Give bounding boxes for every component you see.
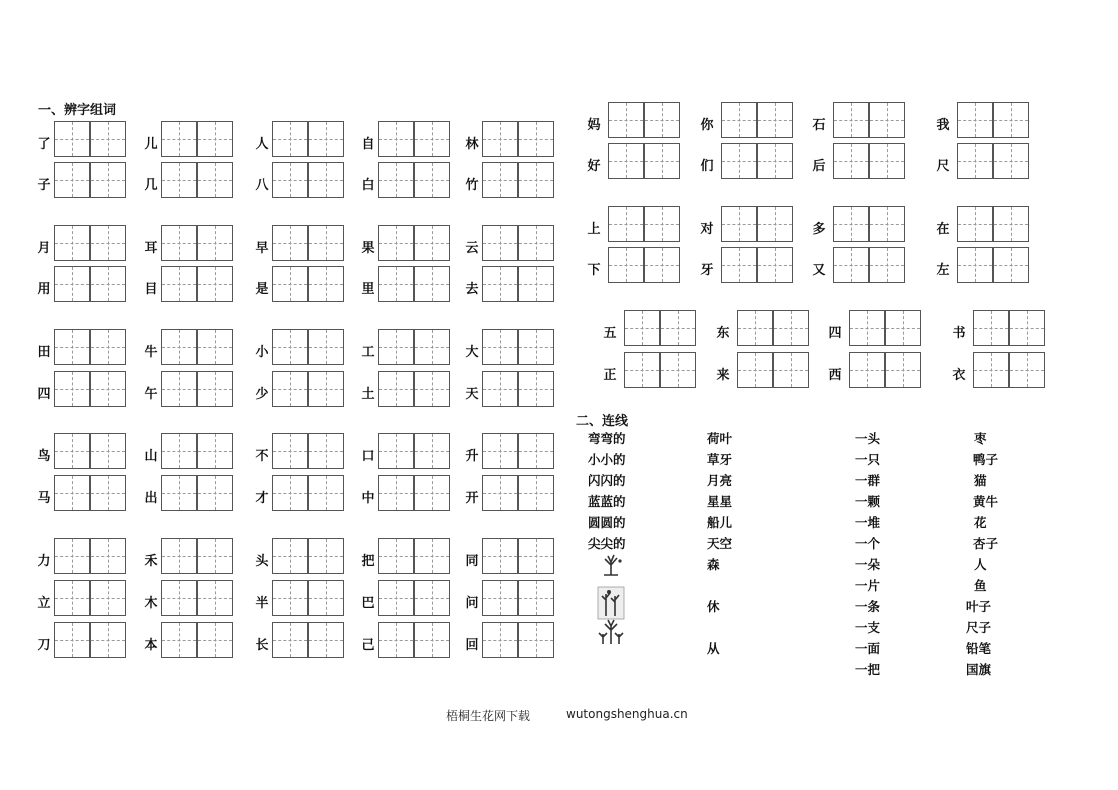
char-label: 云 xyxy=(465,241,479,256)
char-label: 是 xyxy=(255,282,269,297)
writing-box xyxy=(833,143,869,179)
writing-box xyxy=(378,580,414,616)
char-label: 书 xyxy=(952,326,966,341)
writing-box xyxy=(482,121,518,157)
writing-box xyxy=(161,580,197,616)
writing-box xyxy=(308,266,344,302)
char-label: 牛 xyxy=(144,345,158,360)
char-label: 林 xyxy=(465,137,479,152)
writing-box xyxy=(518,162,554,198)
char-label: 口 xyxy=(361,449,375,464)
writing-box xyxy=(624,352,660,388)
writing-box xyxy=(482,266,518,302)
writing-box xyxy=(518,475,554,511)
match-measure-word: 一头 xyxy=(855,431,881,446)
writing-box xyxy=(197,433,233,469)
writing-box xyxy=(378,329,414,365)
char-label: 同 xyxy=(465,554,479,569)
char-label: 们 xyxy=(700,159,714,174)
writing-box xyxy=(54,580,90,616)
char-label: 鸟 xyxy=(37,449,51,464)
writing-box xyxy=(272,580,308,616)
char-label: 八 xyxy=(255,178,269,193)
match-object: 国旗 xyxy=(966,662,992,677)
match-noun: 草牙 xyxy=(707,452,733,467)
writing-box xyxy=(869,206,905,242)
char-label: 在 xyxy=(936,222,950,237)
writing-box xyxy=(90,225,126,261)
char-label: 山 xyxy=(144,449,158,464)
writing-box xyxy=(161,162,197,198)
char-label: 多 xyxy=(812,222,826,237)
writing-box xyxy=(197,622,233,658)
writing-box xyxy=(518,266,554,302)
writing-box xyxy=(161,475,197,511)
match-object: 铅笔 xyxy=(966,641,992,656)
match-object: 枣 xyxy=(974,431,987,446)
char-label: 四 xyxy=(828,326,842,341)
char-label: 问 xyxy=(465,596,479,611)
writing-box xyxy=(518,371,554,407)
match-noun: 天空 xyxy=(707,536,733,551)
writing-box xyxy=(518,225,554,261)
writing-box xyxy=(957,143,993,179)
writing-box xyxy=(608,143,644,179)
match-object: 花 xyxy=(974,515,987,530)
char-label: 我 xyxy=(936,118,950,133)
match-object: 人 xyxy=(974,557,987,572)
writing-box xyxy=(161,538,197,574)
writing-box xyxy=(482,538,518,574)
match-noun: 荷叶 xyxy=(707,431,733,446)
writing-box xyxy=(272,329,308,365)
match-measure-word: 一堆 xyxy=(855,515,881,530)
writing-box xyxy=(993,102,1029,138)
match-noun: 从 xyxy=(707,641,720,656)
char-label: 巴 xyxy=(361,596,375,611)
writing-box xyxy=(272,162,308,198)
char-label: 小 xyxy=(255,345,269,360)
char-label: 用 xyxy=(37,282,51,297)
writing-box xyxy=(849,352,885,388)
writing-box xyxy=(644,206,680,242)
char-label: 天 xyxy=(465,387,479,402)
writing-box xyxy=(993,143,1029,179)
writing-box xyxy=(161,329,197,365)
writing-box xyxy=(773,352,809,388)
writing-box xyxy=(885,310,921,346)
writing-box xyxy=(308,580,344,616)
match-adjective: 弯弯的 xyxy=(588,431,626,446)
char-label: 长 xyxy=(255,638,269,653)
writing-box xyxy=(197,580,233,616)
char-label: 马 xyxy=(37,491,51,506)
writing-box xyxy=(378,225,414,261)
writing-box xyxy=(272,121,308,157)
section1-heading: 一、辨字组词 xyxy=(38,103,117,118)
writing-box xyxy=(161,225,197,261)
char-label: 出 xyxy=(144,491,158,506)
writing-box xyxy=(90,622,126,658)
match-noun: 休 xyxy=(707,599,720,614)
char-label: 力 xyxy=(37,554,51,569)
match-noun: 船儿 xyxy=(707,515,733,530)
writing-box xyxy=(993,247,1029,283)
writing-box xyxy=(414,121,450,157)
writing-box xyxy=(957,247,993,283)
writing-box xyxy=(518,538,554,574)
writing-box xyxy=(90,121,126,157)
writing-box xyxy=(721,247,757,283)
writing-box xyxy=(197,225,233,261)
char-label: 回 xyxy=(465,638,479,653)
match-noun: 月亮 xyxy=(707,473,733,488)
writing-box xyxy=(721,102,757,138)
writing-box xyxy=(272,475,308,511)
writing-box xyxy=(161,371,197,407)
writing-box xyxy=(869,143,905,179)
char-label: 四 xyxy=(37,387,51,402)
writing-box xyxy=(414,622,450,658)
writing-box xyxy=(414,225,450,261)
writing-box xyxy=(54,225,90,261)
writing-box xyxy=(957,206,993,242)
char-label: 儿 xyxy=(144,137,158,152)
writing-box xyxy=(773,310,809,346)
writing-box xyxy=(414,433,450,469)
writing-box xyxy=(482,225,518,261)
writing-box xyxy=(608,247,644,283)
writing-box xyxy=(90,538,126,574)
tree-picture-icon xyxy=(598,553,624,577)
writing-box xyxy=(378,538,414,574)
writing-box xyxy=(90,433,126,469)
writing-box xyxy=(378,121,414,157)
match-measure-word: 一个 xyxy=(855,536,881,551)
char-label: 半 xyxy=(255,596,269,611)
char-label: 五 xyxy=(603,326,617,341)
char-label: 后 xyxy=(812,159,826,174)
char-label: 把 xyxy=(361,554,375,569)
char-label: 几 xyxy=(144,178,158,193)
writing-box xyxy=(90,162,126,198)
writing-box xyxy=(737,310,773,346)
writing-box xyxy=(272,433,308,469)
char-label: 来 xyxy=(716,368,730,383)
writing-box xyxy=(54,475,90,511)
writing-box xyxy=(161,121,197,157)
writing-box xyxy=(869,102,905,138)
writing-box xyxy=(757,206,793,242)
char-label: 上 xyxy=(587,222,601,237)
writing-box xyxy=(378,475,414,511)
writing-box xyxy=(308,475,344,511)
writing-box xyxy=(90,329,126,365)
writing-box xyxy=(973,310,1009,346)
char-label: 本 xyxy=(144,638,158,653)
writing-box xyxy=(197,475,233,511)
char-label: 中 xyxy=(361,491,375,506)
writing-box xyxy=(721,143,757,179)
writing-box xyxy=(414,266,450,302)
writing-box xyxy=(272,225,308,261)
char-label: 大 xyxy=(465,345,479,360)
writing-box xyxy=(197,538,233,574)
writing-box xyxy=(197,371,233,407)
writing-box xyxy=(308,329,344,365)
writing-box xyxy=(414,580,450,616)
writing-box xyxy=(414,538,450,574)
char-label: 白 xyxy=(361,178,375,193)
char-label: 又 xyxy=(812,263,826,278)
writing-box xyxy=(54,162,90,198)
writing-box xyxy=(644,247,680,283)
writing-box xyxy=(885,352,921,388)
writing-box xyxy=(608,102,644,138)
writing-box xyxy=(518,329,554,365)
writing-box xyxy=(54,329,90,365)
char-label: 左 xyxy=(936,263,950,278)
char-label: 田 xyxy=(37,345,51,360)
char-label: 尺 xyxy=(936,159,950,174)
writing-box xyxy=(482,580,518,616)
writing-box xyxy=(518,121,554,157)
writing-box xyxy=(308,538,344,574)
writing-box xyxy=(1009,310,1045,346)
char-label: 果 xyxy=(361,241,375,256)
writing-box xyxy=(197,121,233,157)
char-label: 东 xyxy=(716,326,730,341)
writing-box xyxy=(608,206,644,242)
match-measure-word: 一朵 xyxy=(855,557,881,572)
writing-box xyxy=(308,433,344,469)
writing-box xyxy=(54,622,90,658)
char-label: 禾 xyxy=(144,554,158,569)
match-measure-word: 一群 xyxy=(855,473,881,488)
char-label: 你 xyxy=(700,118,714,133)
match-measure-word: 一只 xyxy=(855,452,881,467)
writing-box xyxy=(378,371,414,407)
person-by-tree-picture-icon xyxy=(597,586,625,620)
char-label: 木 xyxy=(144,596,158,611)
writing-box xyxy=(308,225,344,261)
match-measure-word: 一颗 xyxy=(855,494,881,509)
writing-box xyxy=(378,622,414,658)
char-label: 下 xyxy=(587,263,601,278)
writing-box xyxy=(161,433,197,469)
writing-box xyxy=(308,371,344,407)
writing-box xyxy=(957,102,993,138)
char-label: 妈 xyxy=(587,118,601,133)
writing-box xyxy=(833,102,869,138)
writing-box xyxy=(869,247,905,283)
writing-box xyxy=(482,622,518,658)
writing-box xyxy=(308,622,344,658)
writing-box xyxy=(414,475,450,511)
char-label: 才 xyxy=(255,491,269,506)
writing-box xyxy=(54,433,90,469)
char-label: 头 xyxy=(255,554,269,569)
match-measure-word: 一条 xyxy=(855,599,881,614)
match-adjective: 蓝蓝的 xyxy=(588,494,626,509)
char-label: 好 xyxy=(587,159,601,174)
match-measure-word: 一片 xyxy=(855,578,881,593)
writing-box xyxy=(833,247,869,283)
char-label: 不 xyxy=(255,449,269,464)
char-label: 竹 xyxy=(465,178,479,193)
match-object: 叶子 xyxy=(966,599,992,614)
writing-box xyxy=(757,247,793,283)
char-label: 耳 xyxy=(144,241,158,256)
match-measure-word: 一把 xyxy=(855,662,881,677)
char-label: 牙 xyxy=(700,263,714,278)
writing-box xyxy=(54,371,90,407)
writing-box xyxy=(1009,352,1045,388)
writing-box xyxy=(518,433,554,469)
match-adjective: 尖尖的 xyxy=(588,536,626,551)
char-label: 自 xyxy=(361,137,375,152)
writing-box xyxy=(308,162,344,198)
writing-box xyxy=(624,310,660,346)
char-label: 早 xyxy=(255,241,269,256)
writing-box xyxy=(90,475,126,511)
writing-box xyxy=(272,538,308,574)
writing-box xyxy=(197,266,233,302)
char-label: 西 xyxy=(828,368,842,383)
char-label: 土 xyxy=(361,387,375,402)
writing-box xyxy=(272,266,308,302)
match-object: 杏子 xyxy=(973,536,999,551)
writing-box xyxy=(660,352,696,388)
writing-box xyxy=(518,580,554,616)
writing-box xyxy=(161,266,197,302)
writing-box xyxy=(197,329,233,365)
writing-box xyxy=(518,622,554,658)
writing-box xyxy=(482,329,518,365)
char-label: 衣 xyxy=(952,368,966,383)
writing-box xyxy=(272,622,308,658)
writing-box xyxy=(378,433,414,469)
writing-box xyxy=(993,206,1029,242)
writing-box xyxy=(849,310,885,346)
writing-box xyxy=(482,162,518,198)
writing-box xyxy=(414,329,450,365)
char-label: 石 xyxy=(812,118,826,133)
writing-box xyxy=(660,310,696,346)
char-label: 目 xyxy=(144,282,158,297)
footer-site-name: 梧桐生花网下载 xyxy=(446,709,531,723)
match-noun: 星星 xyxy=(707,494,733,509)
writing-box xyxy=(721,206,757,242)
char-label: 了 xyxy=(37,137,51,152)
writing-box xyxy=(482,371,518,407)
writing-box xyxy=(757,102,793,138)
char-label: 正 xyxy=(603,368,617,383)
char-label: 对 xyxy=(700,222,714,237)
section2-heading: 二、连线 xyxy=(576,414,629,429)
char-label: 升 xyxy=(465,449,479,464)
writing-box xyxy=(378,266,414,302)
char-label: 少 xyxy=(255,387,269,402)
writing-box xyxy=(90,371,126,407)
char-label: 去 xyxy=(465,282,479,297)
writing-box xyxy=(378,162,414,198)
match-object: 鱼 xyxy=(974,578,987,593)
match-object: 猫 xyxy=(974,473,987,488)
writing-box xyxy=(161,622,197,658)
writing-box xyxy=(414,371,450,407)
writing-box xyxy=(54,121,90,157)
writing-box xyxy=(482,433,518,469)
char-label: 立 xyxy=(37,596,51,611)
writing-box xyxy=(272,371,308,407)
writing-box xyxy=(757,143,793,179)
footer-site-url: wutongshenghua.cn xyxy=(566,707,688,721)
match-object: 黄牛 xyxy=(973,494,999,509)
match-object: 尺子 xyxy=(966,620,992,635)
match-adjective: 闪闪的 xyxy=(588,473,626,488)
char-label: 开 xyxy=(465,491,479,506)
writing-box xyxy=(833,206,869,242)
char-label: 刀 xyxy=(37,638,51,653)
char-label: 午 xyxy=(144,387,158,402)
writing-box xyxy=(644,102,680,138)
writing-box xyxy=(973,352,1009,388)
writing-box xyxy=(308,121,344,157)
char-label: 工 xyxy=(361,345,375,360)
three-trees-picture-icon xyxy=(596,616,626,646)
match-adjective: 圆圆的 xyxy=(588,515,626,530)
writing-box xyxy=(482,475,518,511)
match-adjective: 小小的 xyxy=(588,452,626,467)
match-measure-word: 一支 xyxy=(855,620,881,635)
writing-box xyxy=(54,266,90,302)
char-label: 子 xyxy=(37,178,51,193)
writing-box xyxy=(90,266,126,302)
writing-box xyxy=(737,352,773,388)
writing-box xyxy=(54,538,90,574)
char-label: 里 xyxy=(361,282,375,297)
char-label: 己 xyxy=(361,638,375,653)
writing-box xyxy=(197,162,233,198)
writing-box xyxy=(90,580,126,616)
char-label: 人 xyxy=(255,137,269,152)
match-noun: 森 xyxy=(707,557,720,572)
char-label: 月 xyxy=(37,241,51,256)
writing-box xyxy=(414,162,450,198)
writing-box xyxy=(644,143,680,179)
match-measure-word: 一面 xyxy=(855,641,881,656)
match-object: 鸭子 xyxy=(973,452,999,467)
